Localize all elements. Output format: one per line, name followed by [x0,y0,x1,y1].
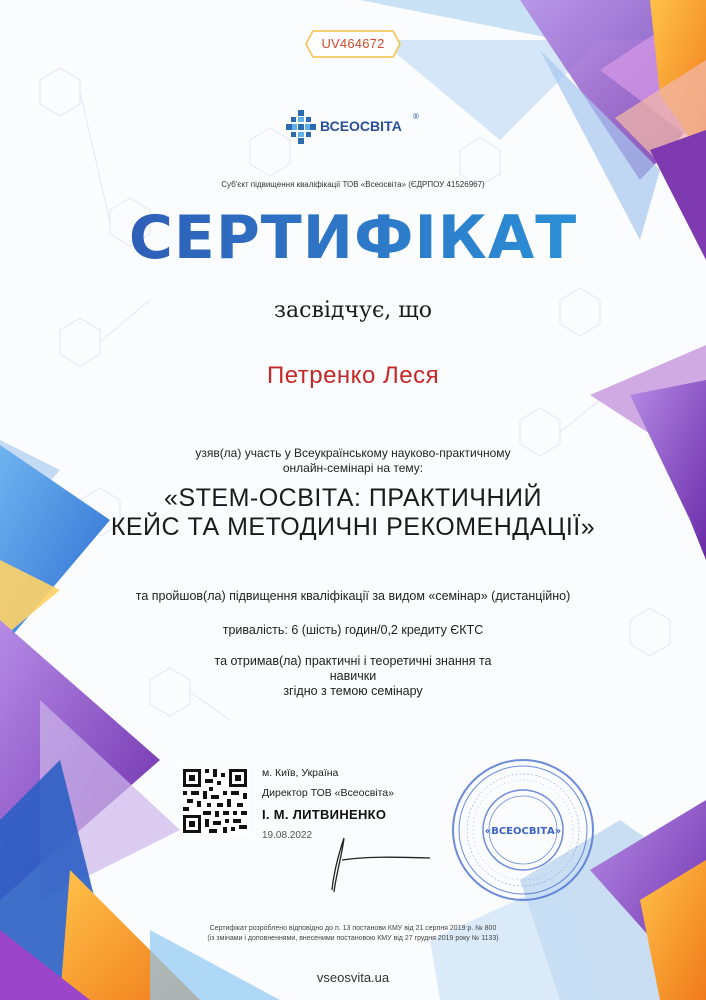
outcome-text [200,654,506,699]
vseosvita-logo [286,108,426,144]
intro-line-1: узяв(ла) участь у Всеукраїнському науково-практичному [195,446,511,460]
certificate-code-badge [305,30,401,58]
topic-line-2: КЕЙС ТА МЕТОДИЧНІ РЕКОМЕНДАЦІЇ» [110,513,596,541]
website-link[interactable]: vseosvita.ua [316,970,390,985]
attests-text: засвідчує, що [274,298,432,323]
issuer-subject-line: Суб'єкт підвищення кваліфікації ТОВ «Всеосвіта» (ЄДРПОУ 41526967) [221,180,485,189]
legal-footnote [140,924,566,944]
city: м. Київ, Україна [262,767,339,779]
signer-position: Директор ТОВ «Всеосвіта» [262,787,394,799]
brand-name: ВСЕОСВІТА [320,118,402,134]
duration-text: тривалість: 6 (шість) годин/0,2 кредиту ЄКТС [222,623,484,637]
participation-intro [150,446,556,476]
intro-line-2: онлайн-семінарі на тему: [282,461,424,475]
certificate-code: UV464672 [321,36,385,51]
topic-line-1: «STEM-ОСВІТА: ПРАКТИЧНИЙ [164,484,542,512]
stamp-center-text: «ВСЕОСВІТА» [484,826,562,837]
certificate-title-graphic [0,196,706,272]
qualification-text: та пройшов(ла) підвищення кваліфікації за видом «семінар» (дистанційно) [135,589,571,603]
certificate-title: СЕРТИФІКАТ [128,203,578,272]
qr-code [181,767,249,835]
snowflake-logo-icon [286,110,316,144]
issue-date: 19.08.2022 [262,830,313,841]
official-stamp [448,755,598,905]
signer-name: І. М. ЛИТВИНЕНКО [262,807,387,822]
registered-mark: ® [413,112,419,121]
outcome-line-2: згідно з темою семінару [283,684,423,698]
seminar-topic [60,484,646,542]
outcome-line-1: та отримав(ла) практичні і теоретичні знання та навички [214,654,492,683]
director-signature [312,820,432,900]
footnote-line-1: Сертифікат розроблено відповідно до п. 13 постанови КМУ від 21 серпня 2019 р. № 800 [209,925,497,932]
footnote-line-2: (із змінами і доповненнями, внесеними постановою КМУ від 27 грудня 2019 року № 1133) [207,935,499,942]
recipient-name: Петренко Леся [266,362,440,389]
